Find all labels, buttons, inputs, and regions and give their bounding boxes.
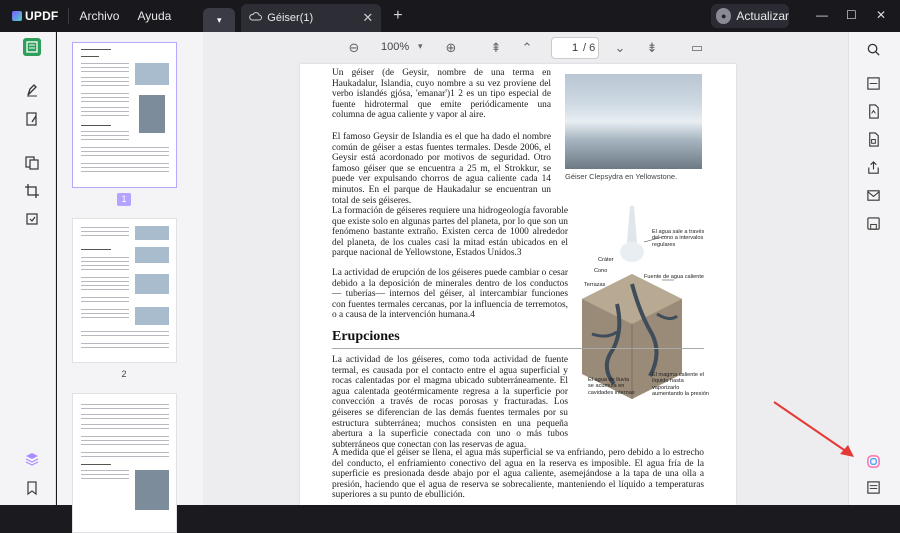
pdf-page (300, 64, 736, 505)
reader-mode-icon[interactable] (23, 38, 41, 56)
close-window-icon[interactable]: ✕ (876, 8, 887, 22)
ocr-icon[interactable] (864, 74, 882, 92)
diagram-label-terraces: Terrazas (584, 282, 606, 288)
thumb-line (81, 265, 129, 266)
cloud-icon (249, 12, 262, 24)
diagram-label-cone: Cono (594, 268, 608, 274)
thumb-line (81, 101, 129, 102)
diagram-label-rainwater: El agua de lluvia se acumula en cavidades internas (588, 377, 635, 396)
thumb-line (81, 289, 129, 290)
thumb-line (81, 317, 129, 318)
thumb-line (81, 77, 129, 78)
add-tab-button[interactable]: + (393, 7, 403, 24)
thumb-line (81, 452, 169, 453)
thumb-line (81, 167, 169, 168)
thumb-line (81, 97, 129, 98)
paragraph-intro: Un géiser (de Geysir, nombre de una terma en Haukadalur, Islandia, cuyo nombre a su vez proviene del verbo islandés gjósa, 'emanar')1 2 es un tipo especial de fuente hidrotermal que emite periódicamente una columna de agua caliente y vapor al aire. (332, 68, 551, 121)
thumb-line (81, 231, 129, 232)
last-page-icon[interactable]: ⇟ (646, 40, 658, 55)
thumb-line (81, 81, 129, 82)
thumb-line (81, 285, 129, 286)
thumb-image (135, 470, 169, 510)
next-page-icon[interactable]: ⌄ (614, 40, 626, 55)
tab-overflow-button[interactable]: ▾ (203, 8, 235, 32)
thumb-line (81, 249, 111, 250)
thumb-line (81, 139, 129, 140)
thumb-line (81, 313, 129, 314)
thumb-line (81, 63, 129, 64)
diagram-label-hot-spring: Fuente de agua caliente (644, 274, 705, 280)
thumb-image (135, 226, 169, 240)
right-tool-rail (848, 32, 900, 505)
update-label: Actualizar (736, 9, 789, 23)
presentation-icon[interactable]: ▭ (690, 40, 704, 55)
thumb-line (81, 418, 169, 419)
avatar-icon: ● (716, 8, 731, 24)
previous-page-icon[interactable]: ⌃ (521, 40, 533, 55)
share-icon[interactable] (864, 158, 882, 176)
title-bar (0, 0, 900, 32)
geyser-diagram (562, 204, 712, 414)
thumbnail-page-1[interactable] (72, 42, 177, 188)
thumb-image (135, 247, 169, 263)
thumb-line (81, 301, 129, 302)
thumb-line (81, 111, 129, 112)
paragraph-activity: La actividad de erupción de los géiseres puede cambiar o cesar debido a la deposición de minerales dentro de los conductos — tuberías— internos del géiser, al intercambiar funciones con fuentes termales cercanas, por la influencia de terremotos, o a causa de la intervención humana.4 (332, 268, 568, 321)
logo-text: UPDF (25, 9, 59, 23)
thumb-line (81, 309, 129, 310)
thumbnail-page-1-label: 1 (117, 193, 131, 206)
maximize-icon[interactable]: ☐ (846, 8, 857, 22)
search-icon[interactable] (864, 40, 882, 58)
thumb-line (81, 456, 169, 457)
thumb-line (81, 235, 129, 236)
thumb-line (81, 269, 129, 270)
page-total: / 6 (583, 42, 596, 54)
close-tab-icon[interactable]: ✕ (362, 10, 374, 25)
thumb-line (81, 424, 169, 425)
thumb-line (81, 414, 169, 415)
left-tool-rail (0, 32, 56, 505)
page-current: 1 (571, 42, 579, 54)
document-tab[interactable] (241, 4, 381, 32)
paragraph-eruptions: La actividad de los géiseres, como toda actividad de fuente termal, es causada por el contacto entre el agua superficial y rocas calentadas por el magma ubicado subterráneamente. El agua calentada geotérmicamente regresa a la superficie por convección a través de rocas porosas y fracturadas. Los géiseres se diferencian de las demás fuentes termales por su estructura subterránea; muchos consisten en una pequeña abertura a la superficie conectada con uno o más tubos subterráneos que conectan con las reservas de agua. (332, 355, 568, 450)
zoom-in-icon[interactable]: ⊕ (445, 40, 457, 55)
thumb-line (81, 71, 129, 72)
thumb-line (81, 470, 129, 471)
heading-rule (332, 348, 704, 349)
thumb-line (81, 107, 129, 108)
thumb-line (81, 227, 129, 228)
thumb-line (81, 436, 169, 437)
save-icon[interactable] (864, 214, 882, 232)
minimize-icon[interactable]: — (816, 8, 828, 22)
thumb-line (81, 478, 129, 479)
paragraph-filling: A medida que el géiser se llena, el agua más superficial se va enfriando, pero debido a lo estrecho del conducto, el enfriamiento conectivo del agua en la reserva es imposible. El agua fría de la superficie es presionada desde abajo por el agua caliente, asemejándose a la tapa de una olla a presión, haciendo que el agua de reserva se sobrecaliente, manteniendo el líquido a temperaturas superiores a su punto de ebullición. (332, 448, 704, 501)
thumb-line (81, 343, 169, 344)
thumb-line (81, 56, 99, 57)
layers-icon[interactable] (23, 450, 41, 468)
title-separator (68, 8, 69, 24)
thumb-line (81, 147, 169, 148)
chevron-down-icon[interactable]: ▾ (418, 41, 423, 51)
thumb-line (81, 67, 129, 68)
thumb-line (81, 464, 111, 465)
thumb-line (81, 155, 169, 156)
geyser-photo (565, 74, 702, 169)
photo-caption: Géiser Clepsydra en Yellowstone. (565, 172, 678, 181)
thumbnail-page-3[interactable] (72, 393, 177, 533)
thumb-line (81, 277, 129, 278)
view-toolbar (203, 32, 848, 64)
email-icon[interactable] (864, 186, 882, 204)
thumb-line (81, 171, 169, 172)
diagram-label-crater: Cráter (598, 257, 614, 263)
thumb-line (81, 335, 169, 336)
thumb-line (81, 428, 169, 429)
thumb-line (81, 125, 111, 126)
thumbnail-page-2-label: 2 (121, 369, 127, 379)
organize-pages-icon[interactable] (23, 154, 41, 172)
thumb-line (81, 93, 129, 94)
thumb-line (81, 115, 129, 116)
thumb-image (135, 307, 169, 325)
thumb-line (81, 85, 129, 86)
thumb-image (135, 274, 169, 294)
thumb-line (81, 440, 169, 441)
menu-archivo[interactable]: Archivo (79, 9, 120, 23)
menu-ayuda[interactable]: Ayuda (137, 9, 172, 23)
zoom-out-icon[interactable]: ⊖ (348, 40, 360, 55)
thumb-line (81, 257, 129, 258)
thumb-diagram (139, 95, 165, 133)
comment-tool-icon[interactable] (23, 81, 41, 99)
thumb-line (81, 404, 169, 405)
thumb-line (81, 331, 169, 332)
diagram-label-magma: El magma caliente el líquido hasta vaporizarlo aumentando la presión (652, 372, 709, 398)
thumb-line (81, 408, 169, 409)
thumb-line (81, 49, 111, 50)
logo-mark-icon (12, 11, 22, 21)
crop-icon[interactable] (23, 182, 41, 200)
diagram-label-water-out: El agua sale a través del cono a intervalos regulares (652, 229, 705, 248)
thumb-line (81, 347, 169, 348)
edit-pdf-icon[interactable] (23, 110, 41, 128)
thumbnail-page-2[interactable] (72, 218, 177, 363)
thumb-line (81, 281, 129, 282)
ai-assistant-icon[interactable] (864, 452, 882, 470)
comments-panel-icon[interactable] (864, 478, 882, 496)
convert-pdf-icon[interactable] (864, 102, 882, 120)
first-page-icon[interactable]: ⇞ (490, 40, 502, 55)
thumb-line (81, 135, 129, 136)
thumb-line (81, 444, 169, 445)
bookmark-icon[interactable] (23, 479, 41, 497)
thumb-line (81, 151, 169, 152)
thumb-image (135, 63, 169, 85)
thumb-line (81, 163, 169, 164)
thumb-line (81, 474, 129, 475)
thumbnail-panel (57, 32, 203, 505)
thumb-line (81, 297, 129, 298)
document-tab-title: Géiser(1) (267, 12, 314, 24)
zoom-level[interactable]: 100% (381, 41, 410, 53)
update-button[interactable] (711, 4, 789, 28)
thumb-line (81, 261, 129, 262)
document-view (203, 32, 848, 505)
protect-pdf-icon[interactable] (864, 130, 882, 148)
form-icon[interactable] (23, 210, 41, 228)
paragraph-geysir: El famoso Geysir de Islandia es el que ha dado el nombre común de géiser a estas fuentes termales. Desde 2006, el Geysir está acordonado por motivos de seguridad. Otro famoso géiser que se encuentra a 25 m, el Strokkur, se puede ver expulsando chorros de agua caliente cada 14 minutos. En el parque de Haukadalur se encuentran un total de seis géiseres. (332, 132, 551, 206)
paragraph-formation: La formación de géiseres requiere una hidrogeología favorable que existe solo en algunas partes del planeta, por lo que son un fenómeno bastante extraño. Existen cerca de 1000 alrededor del planeta, de los cuales casi la mitad están ubicados en el parque nacional de Yellowstone, Estados Unidos.3 (332, 206, 568, 259)
app-logo (12, 9, 58, 23)
section-heading: Erupciones (332, 329, 400, 344)
thumb-line (81, 131, 129, 132)
